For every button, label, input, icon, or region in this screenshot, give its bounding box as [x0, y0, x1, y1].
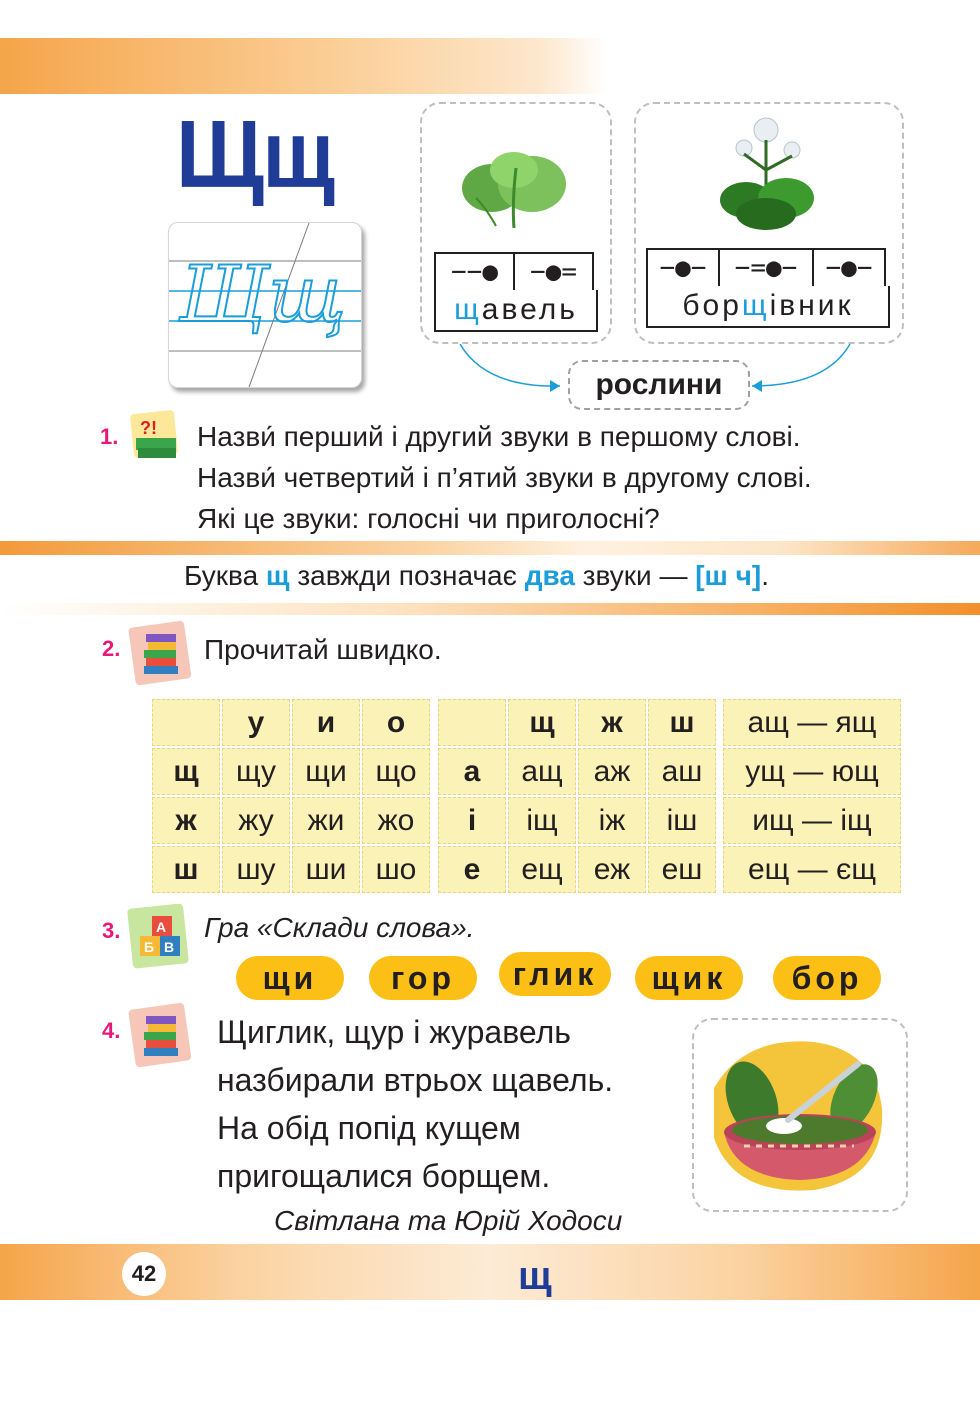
task-4-number: 4.: [102, 1018, 121, 1043]
syllable-table-1: [150, 697, 432, 895]
table-cell: [438, 699, 506, 746]
table-cell: щи: [292, 748, 360, 795]
borscht-bowl-icon: [704, 1028, 894, 1200]
hogweed-word: [646, 286, 890, 328]
poem-line: Щиглик, щур і журавель: [217, 1014, 571, 1050]
table-cell: е: [438, 846, 506, 893]
table-row: [152, 797, 430, 844]
hogweed-plant-icon: [716, 110, 816, 232]
table-row: [723, 748, 901, 795]
table-cell: ш: [152, 846, 220, 893]
table-cell: щ: [508, 699, 576, 746]
syllable-pill: гор: [369, 956, 477, 1000]
table-cell: ш: [648, 699, 716, 746]
poem: [217, 1008, 613, 1200]
hogweed-scheme: [646, 248, 886, 288]
svg-text:Б: Б: [144, 939, 155, 955]
word-rest: авель: [481, 293, 578, 326]
table-row: [152, 699, 430, 746]
category-label: рослини: [568, 360, 750, 410]
svg-text:?!: ?!: [140, 418, 157, 438]
sorrel-leaf-icon: [456, 148, 572, 230]
rule-band-bottom: [0, 603, 980, 615]
word-part: івник: [769, 289, 854, 322]
poem-line: пригощалися борщем.: [217, 1158, 551, 1194]
rule-highlight: щ: [265, 560, 290, 591]
rule-text: [184, 560, 769, 592]
table-row: [438, 846, 716, 893]
sorrel-word: [434, 290, 598, 332]
table-cell: у: [222, 699, 290, 746]
scheme-syllable: −−●: [435, 253, 514, 291]
rule-band-top: [0, 541, 980, 555]
question-book-icon: [128, 410, 180, 464]
scheme-syllable: −=●−: [719, 249, 813, 287]
table-cell: ащ — ящ: [723, 699, 901, 746]
table-cell: жи: [292, 797, 360, 844]
rule-part: завжди позначає: [289, 560, 525, 591]
poem-line: назбирали втрьох щавель.: [217, 1062, 614, 1098]
syllable-pill: щи: [236, 956, 344, 1000]
top-band: [0, 38, 980, 94]
table-cell: и: [292, 699, 360, 746]
books-stack-icon: [126, 620, 192, 690]
rule-part: Буква: [184, 560, 266, 591]
syllable-pill: щик: [635, 956, 743, 1000]
table-cell: жо: [362, 797, 430, 844]
word-highlight: щ: [454, 293, 482, 326]
table-cell: еш: [648, 846, 716, 893]
table-cell: іщ: [508, 797, 576, 844]
abc-blocks-icon: [126, 904, 190, 972]
table-row: [438, 748, 716, 795]
task-2-title: Прочитай швидко.: [204, 634, 442, 665]
rule-highlight: два: [524, 560, 575, 591]
table-cell: шо: [362, 846, 430, 893]
table-row: [723, 699, 901, 746]
table-cell: ж: [578, 699, 646, 746]
table-cell: що: [362, 748, 430, 795]
sorrel-scheme: [434, 252, 594, 292]
scheme-syllable: −●−: [813, 249, 885, 287]
table-cell: [152, 699, 220, 746]
cursive-lines: [169, 223, 361, 387]
table-cell: о: [362, 699, 430, 746]
scheme-syllable: −●−: [647, 249, 719, 287]
poem-author: Світлана та Юрій Ходоси: [274, 1205, 623, 1236]
footer-letter: щ: [518, 1254, 552, 1298]
table-cell: ищ — іщ: [723, 797, 901, 844]
books-stack-icon: [126, 1002, 192, 1072]
table-cell: ащ: [508, 748, 576, 795]
syllable-pill: бор: [773, 956, 881, 1000]
table-cell: шу: [222, 846, 290, 893]
rule-part: звуки —: [574, 560, 696, 591]
table-cell: жу: [222, 797, 290, 844]
syllable-pairs-table: [721, 697, 903, 895]
task-3-title: Гра «Склади слова».: [204, 912, 475, 943]
big-letter-title: Щщ: [176, 101, 334, 208]
table-cell: іж: [578, 797, 646, 844]
cursive-text: Щщ: [179, 250, 347, 340]
task-2-number: 2.: [102, 636, 121, 661]
table-cell: ущ — ющ: [723, 748, 901, 795]
svg-text:А: А: [156, 919, 167, 935]
rule-highlight: [ш ч]: [695, 560, 762, 591]
table-cell: аш: [648, 748, 716, 795]
scheme-syllable: −●=: [514, 253, 593, 291]
word-part: бор: [682, 289, 742, 322]
table-row: [723, 846, 901, 893]
svg-text:В: В: [164, 939, 175, 955]
cursive-card: [168, 222, 362, 388]
task-1-line: Які це звуки: голосні чи приголосні?: [197, 503, 660, 534]
table-cell: ещ: [508, 846, 576, 893]
table-cell: щ: [152, 748, 220, 795]
table-row: [438, 797, 716, 844]
table-cell: а: [438, 748, 506, 795]
word-highlight: щ: [741, 289, 770, 322]
table-row: [152, 748, 430, 795]
table-cell: іш: [648, 797, 716, 844]
table-cell: еж: [578, 846, 646, 893]
task-1-line: Назви́ перший і другий звуки в першому слові.: [197, 421, 801, 452]
task-1-number: 1.: [100, 424, 119, 449]
table-cell: ещ — єщ: [723, 846, 901, 893]
table-cell: і: [438, 797, 506, 844]
table-row: [723, 797, 901, 844]
syllable-table-2: [436, 697, 718, 895]
table-row: [152, 846, 430, 893]
table-cell: аж: [578, 748, 646, 795]
table-cell: ши: [292, 846, 360, 893]
task-1-line: Назви́ четвертий і п’ятий звуки в другому слові.: [197, 462, 812, 493]
rule-part: .: [761, 560, 770, 591]
task-3-number: 3.: [102, 918, 121, 943]
table-cell: щу: [222, 748, 290, 795]
table-row: [438, 699, 716, 746]
task-1-text: [197, 416, 812, 539]
syllable-pill: глик: [499, 952, 611, 996]
poem-line: На обід попід кущем: [217, 1110, 521, 1146]
page-number: 42: [122, 1252, 166, 1296]
table-cell: ж: [152, 797, 220, 844]
